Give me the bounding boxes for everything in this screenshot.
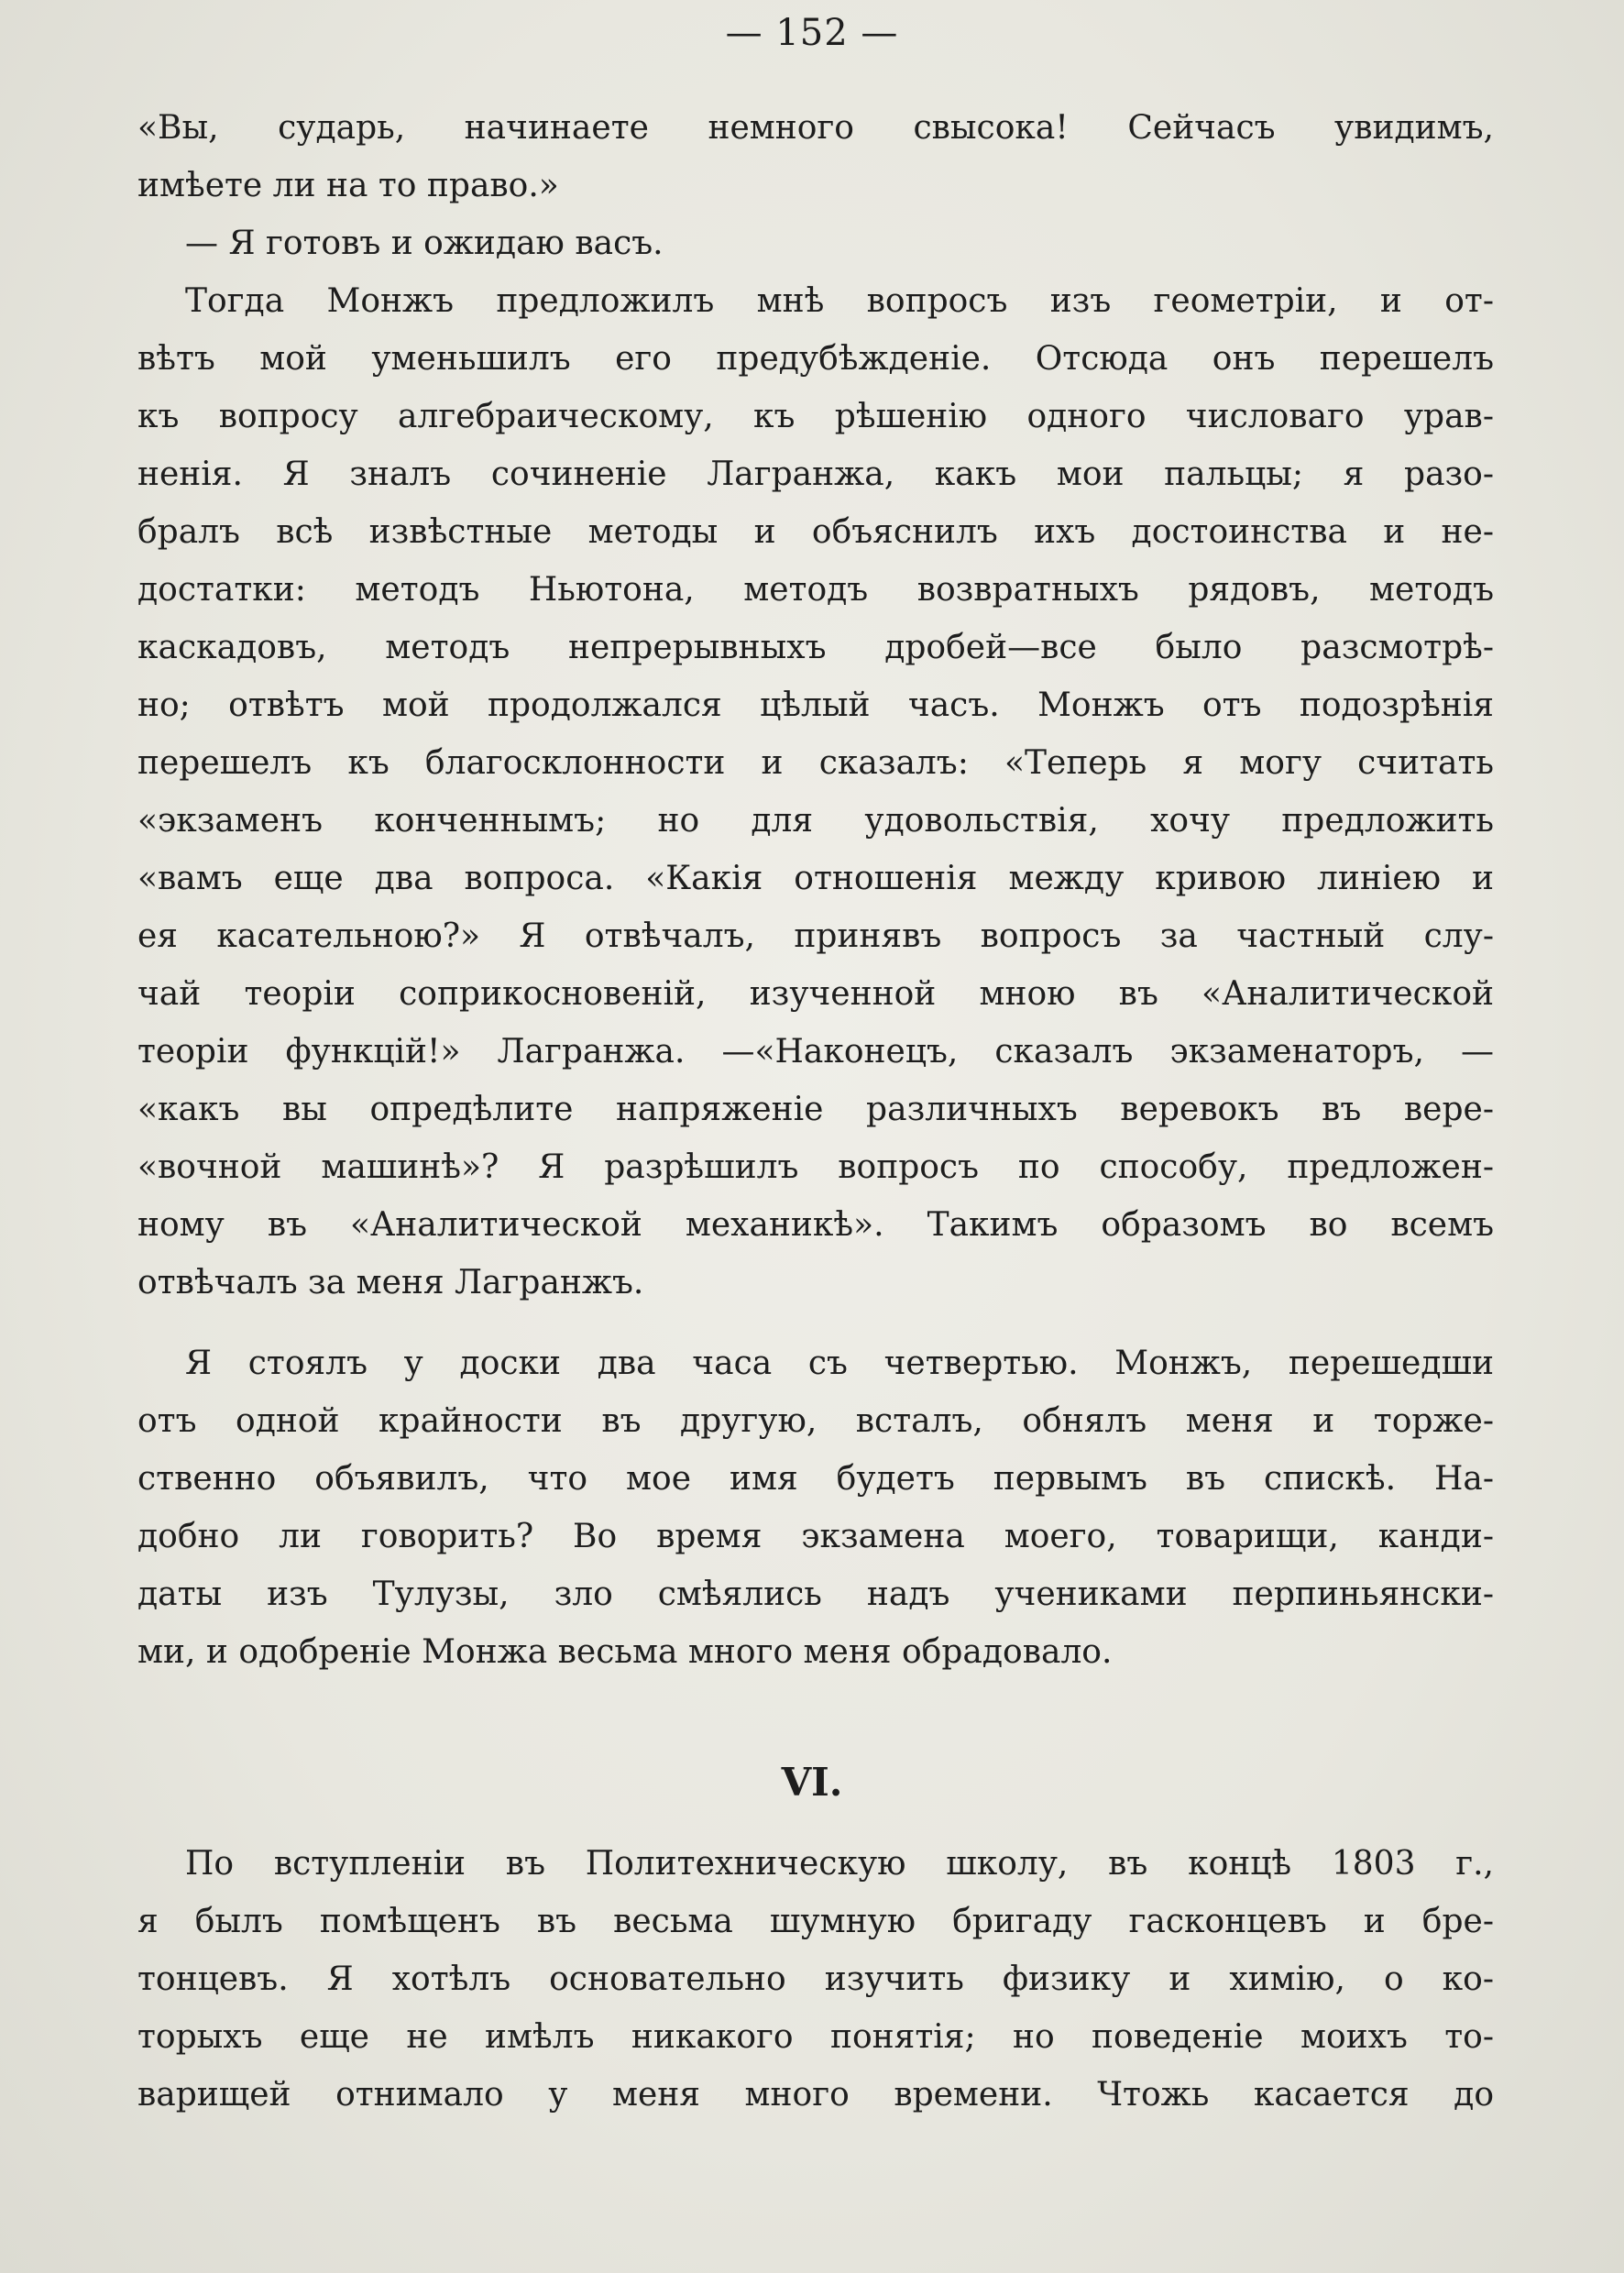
text-line: тонцевъ. Я хотѣлъ основательно изучить физику и химію, о ко- xyxy=(137,1960,1494,1998)
page-number: — 152 — xyxy=(725,12,899,54)
text-line: «вамъ еще два вопроса. «Какія отношенія между кривою линіею и xyxy=(137,860,1494,897)
text-block-top xyxy=(137,99,1494,1312)
text-line: чай теоріи соприкосновеній, изученной мною въ «Аналитической xyxy=(137,975,1494,1013)
text-line: я былъ помѣщенъ въ весьма шумную бригаду гасконцевъ и бре- xyxy=(137,1903,1494,1940)
section-heading: VI. xyxy=(781,1760,843,1805)
text-line: даты изъ Тулузы, зло смѣялись надъ учениками перпиньянски- xyxy=(137,1576,1494,1613)
text-line: Я стоялъ у доски два часа съ четвертью. Монжъ, перешедши xyxy=(185,1345,1494,1382)
text-block-bottom xyxy=(137,1835,1494,2124)
text-line: «какъ вы опредѣлите напряженіе различныхъ веревокъ въ вере- xyxy=(137,1091,1494,1128)
text-line: теоріи функцій!» Лагранжа. —«Наконецъ, сказалъ экзаменаторъ, — xyxy=(137,1033,1494,1071)
text-line: торыхъ еще не имѣлъ никакого понятія; но поведеніе моихъ то- xyxy=(137,2018,1494,2056)
text-line: добно ли говорить? Во время экзамена моего, товарищи, канди- xyxy=(137,1518,1494,1555)
text-line: «экзаменъ конченнымъ; но для удовольствія, хочу предложить xyxy=(137,802,1494,840)
text-line: — Я готовъ и ожидаю васъ. xyxy=(185,225,664,262)
text-line: отвѣчалъ за меня Лагранжъ. xyxy=(137,1264,644,1301)
text-line: Тогда Монжъ предложилъ мнѣ вопросъ изъ геометріи, и от- xyxy=(185,282,1494,320)
text-line: ненія. Я зналъ сочиненіе Лагранжа, какъ мои пальцы; я разо- xyxy=(137,456,1494,493)
text-line: ея касательною?» Я отвѣчалъ, принявъ вопросъ за частный слу- xyxy=(137,917,1494,955)
text-line: къ вопросу алгебраическому, къ рѣшенію одного числоваго урав- xyxy=(137,398,1494,435)
text-line: «Вы, сударь, начинаете немного свысока! Сейчасъ увидимъ, xyxy=(137,109,1494,147)
text-line: ми, и одобреніе Монжа весьма много меня обрадовало. xyxy=(137,1633,1113,1671)
text-line: вѣтъ мой уменьшилъ его предубѣжденіе. Отсюда онъ перешелъ xyxy=(137,340,1494,378)
text-line: имѣете ли на то право.» xyxy=(137,167,559,204)
text-line: достатки: методъ Ньютона, методъ возвратныхъ рядовъ, методъ xyxy=(137,571,1494,609)
text-line: варищей отнимало у меня много времени. Чтожь касается до xyxy=(137,2076,1494,2114)
text-line: ному въ «Аналитической механикѣ». Такимъ образомъ во всемъ xyxy=(137,1206,1494,1244)
text-line: перешелъ къ благосклонности и сказалъ: «Теперь я могу считать xyxy=(137,744,1494,782)
text-line: каскадовъ, методъ непрерывныхъ дробей—все было разсмотрѣ- xyxy=(137,629,1494,666)
text-line: «вочной машинѣ»? Я разрѣшилъ вопросъ по способу, предложен- xyxy=(137,1148,1494,1186)
text-line: но; отвѣтъ мой продолжался цѣлый часъ. Монжъ отъ подозрѣнія xyxy=(137,686,1494,724)
text-line: отъ одной крайности въ другую, всталъ, обнялъ меня и торже- xyxy=(137,1402,1494,1440)
text-line: бралъ всѣ извѣстные методы и объяснилъ ихъ достоинства и не- xyxy=(137,513,1494,551)
text-line: По вступленіи въ Политехническую школу, въ концѣ 1803 г., xyxy=(185,1845,1494,1883)
text-line: ственно объявилъ, что мое имя будетъ первымъ въ спискѣ. На- xyxy=(137,1460,1494,1498)
text-block-middle xyxy=(137,1334,1494,1681)
